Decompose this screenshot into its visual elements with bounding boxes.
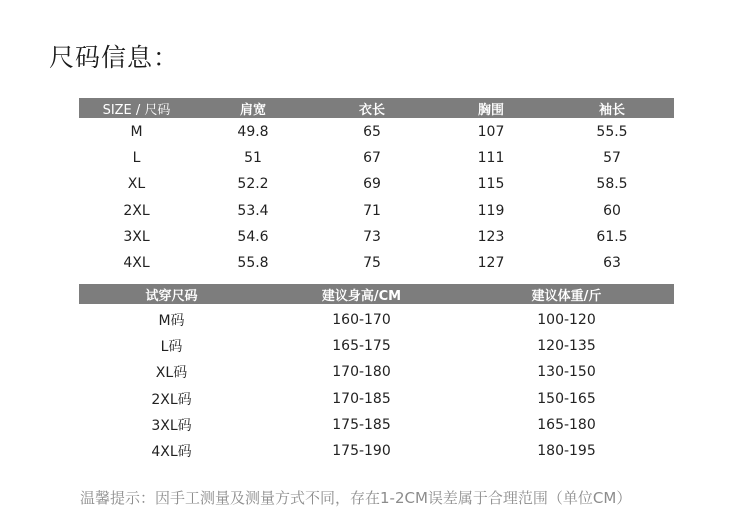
table-row — [79, 250, 674, 276]
cell-shoulder: 52.2 — [237, 176, 269, 193]
header-size: SIZE / 尺码 — [102, 102, 171, 118]
cell-chest: 115 — [477, 176, 505, 193]
header-chest: 胸围 — [477, 102, 504, 118]
cell-fit-size: M码 — [158, 313, 185, 330]
cell-height: 170-185 — [332, 390, 391, 407]
cell-fit-size: L码 — [160, 339, 183, 356]
cell-size: 4XL — [123, 255, 150, 272]
cell-fit-size: 4XL码 — [151, 444, 192, 461]
header-fit-size: 试穿尺码 — [145, 288, 198, 304]
table-row — [79, 145, 674, 171]
cell-chest: 111 — [477, 150, 505, 167]
size-table — [79, 98, 674, 276]
cell-chest: 127 — [477, 255, 505, 272]
cell-shoulder: 55.8 — [237, 255, 269, 272]
header-length: 衣长 — [358, 102, 385, 118]
table-row — [79, 359, 674, 385]
header-weight: 建议体重/斤 — [531, 288, 602, 304]
table-row — [79, 198, 674, 224]
cell-height: 175-185 — [332, 416, 391, 433]
table-row — [79, 412, 674, 438]
table-row — [79, 438, 674, 464]
cell-weight: 165-180 — [537, 416, 596, 433]
fit-table — [79, 284, 674, 464]
cell-fit-size: 2XL码 — [151, 391, 192, 408]
cell-sleeve: 63 — [603, 255, 621, 272]
cell-length: 65 — [363, 124, 381, 141]
page-title: 尺码信息： — [49, 43, 180, 72]
header-shoulder: 肩宽 — [239, 102, 266, 118]
cell-chest: 119 — [477, 202, 505, 219]
cell-height: 170-180 — [332, 364, 391, 381]
cell-fit-size: XL码 — [155, 365, 188, 382]
table-row — [79, 333, 674, 359]
cell-size: XL — [127, 176, 146, 193]
cell-weight: 180-195 — [537, 443, 596, 460]
cell-sleeve: 57 — [603, 150, 621, 167]
cell-weight: 100-120 — [537, 312, 596, 329]
cell-chest: 107 — [477, 124, 505, 141]
cell-chest: 123 — [477, 228, 505, 245]
cell-size: 3XL — [123, 228, 150, 245]
cell-weight: 150-165 — [537, 390, 596, 407]
cell-size: 2XL — [123, 202, 150, 219]
cell-length: 67 — [363, 150, 381, 167]
cell-length: 71 — [363, 202, 381, 219]
cell-height: 160-170 — [332, 312, 391, 329]
cell-length: 69 — [363, 176, 381, 193]
table-row — [79, 386, 674, 412]
cell-height: 165-175 — [332, 338, 391, 355]
cell-fit-size: 3XL码 — [151, 417, 192, 434]
cell-shoulder: 54.6 — [237, 228, 269, 245]
cell-weight: 130-150 — [537, 364, 596, 381]
table-row — [79, 171, 674, 197]
cell-length: 75 — [363, 255, 381, 272]
size-table-header — [79, 98, 674, 118]
cell-sleeve: 58.5 — [596, 176, 628, 193]
header-sleeve: 袖长 — [598, 102, 625, 118]
cell-shoulder: 51 — [244, 150, 262, 167]
cell-sleeve: 61.5 — [596, 228, 628, 245]
table-row — [79, 119, 674, 145]
cell-length: 73 — [363, 228, 381, 245]
cell-sleeve: 60 — [603, 202, 621, 219]
cell-shoulder: 49.8 — [237, 124, 269, 141]
cell-weight: 120-135 — [537, 338, 596, 355]
cell-size: L — [132, 150, 141, 167]
cell-height: 175-190 — [332, 443, 391, 460]
cell-size: M — [130, 124, 143, 141]
measurement-note: 温馨提示：因手工测量及测量方式不同，存在1-2CM误差属于合理范围（单位CM） — [80, 489, 632, 507]
table-row — [79, 307, 674, 333]
fit-table-header — [79, 284, 674, 304]
cell-shoulder: 53.4 — [237, 202, 269, 219]
cell-sleeve: 55.5 — [596, 124, 628, 141]
table-row — [79, 224, 674, 250]
header-height: 建议身高/CM — [321, 288, 402, 304]
